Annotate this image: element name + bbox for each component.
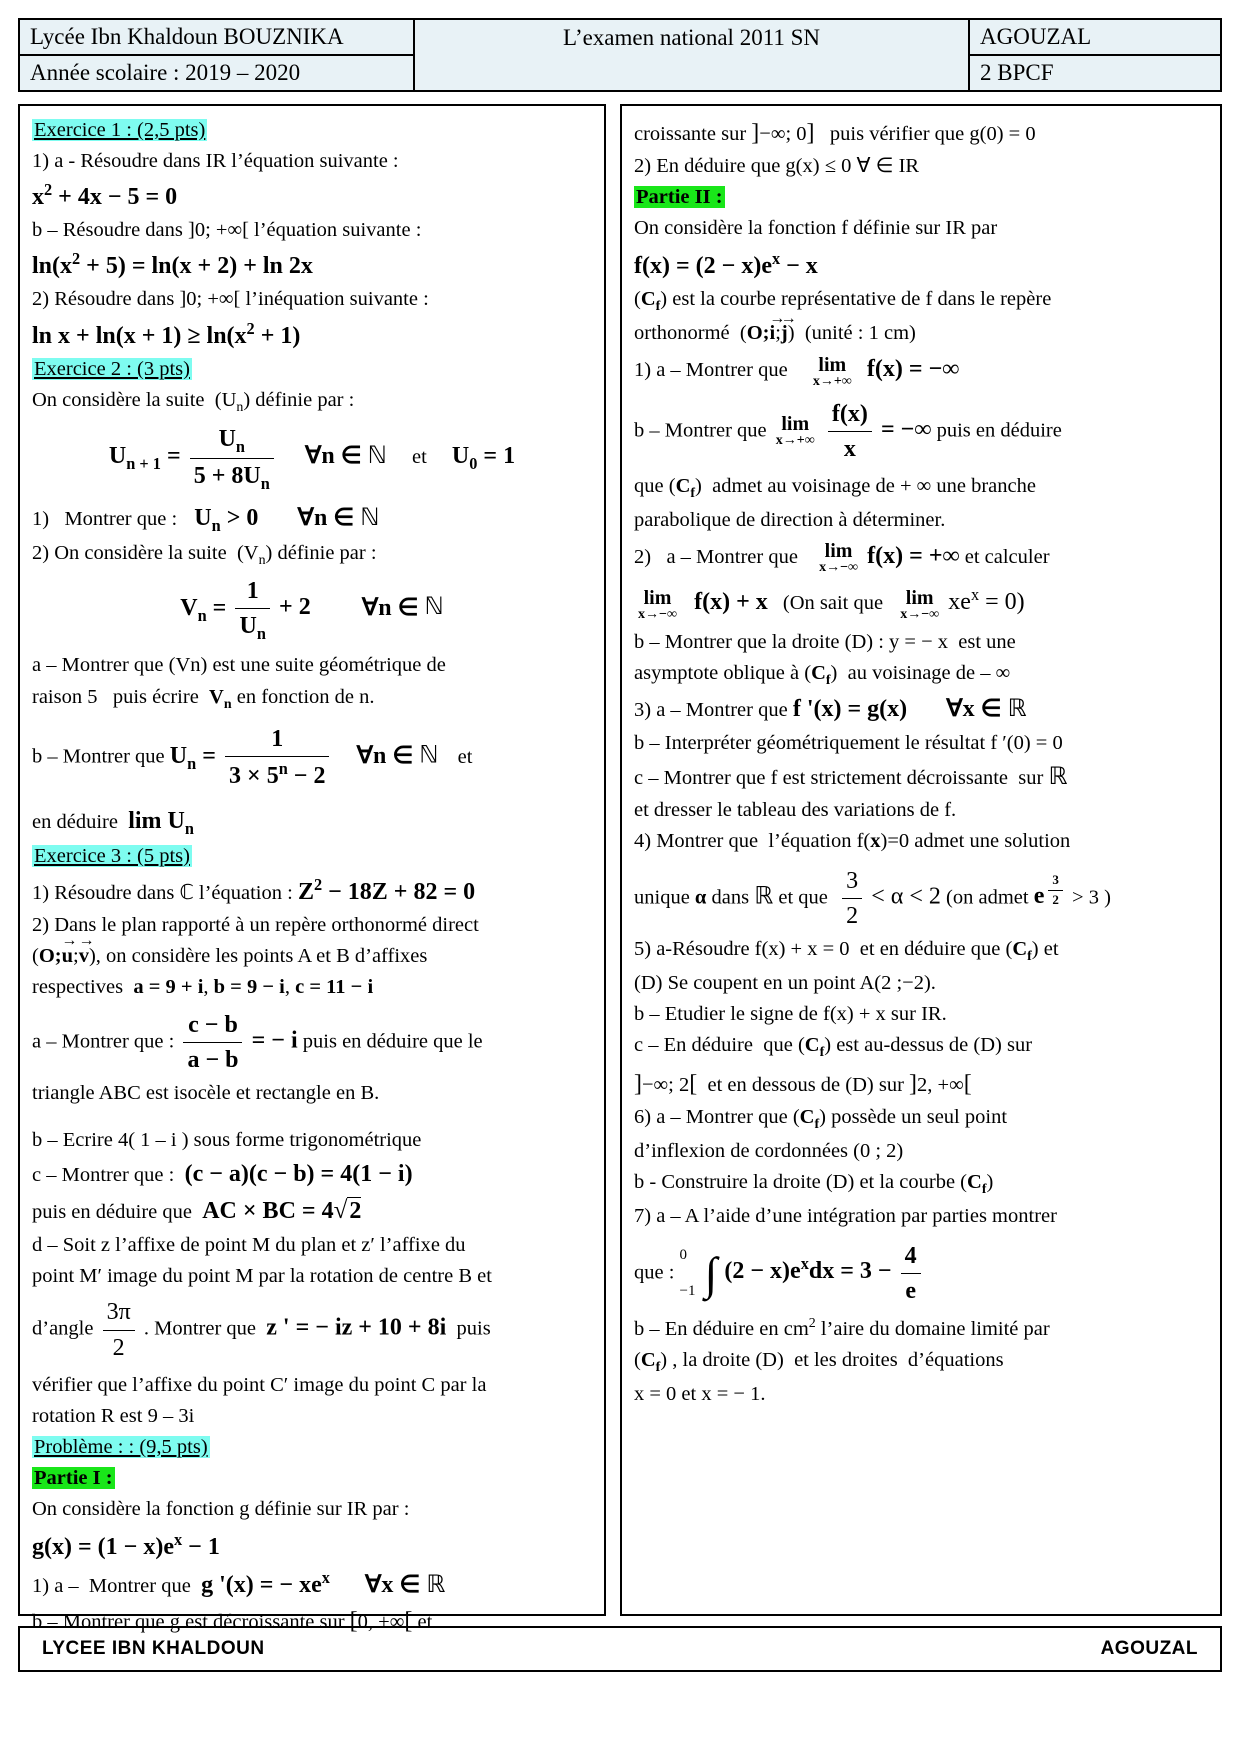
r-q2a-2: lim x→−∞ f(x) + x (On sait que lim x→−∞ $xe^x = 0$) (638, 585, 1025, 622)
footer-right: AGOUZAL (1100, 1638, 1198, 1659)
ex2-q2: 2) On considère la suite $(V_n)$ définie par : (32, 541, 377, 568)
r-intro: On considère la fonction f définie sur IR par (634, 217, 998, 240)
ex2-intro: On considère la suite $(U_n)$ définie par : (32, 388, 355, 415)
header-exam-spacer (415, 56, 970, 90)
ex2-q2a-2: raison 5 puis écrire $V_n$ en fonction de n. (32, 685, 375, 712)
r-q3c-2: et dresser le tableau des variations de f. (634, 798, 957, 821)
pb-q1b: b – Montrer que g est décroissante sur [0, +∞[ et (32, 1608, 433, 1635)
r-q2: 2) En déduire que g(x) ≤ 0 ∀ ∈ IR (634, 155, 920, 178)
exercice-2-title (32, 355, 592, 384)
r-q6a: 6) a – Montrer que $(C_f)$ possède un seul point (634, 1106, 1008, 1133)
r-q3c: c – Montrer que f est strictement décroissante sur ℝ (634, 763, 1068, 790)
r-q7b-3: x = 0 et x = − 1. (634, 1383, 766, 1406)
ex1-eq1: $x^2 + 4x - 5 = 0$ (32, 180, 178, 211)
ex2-q2b: b – Montrer que $U_n$ = $\frac{1}{3 \times 5^n - 2}$ ∀n ∈ ℕ et (32, 722, 592, 793)
r-q5a: 5) a-Résoudre f(x) + x = 0 et en déduire que $(C_f)$ et (634, 938, 1059, 965)
ex2-q1: 1) Montrer que : $U_n > 0$ ∀n ∈ ℕ (32, 504, 380, 535)
header-class: 2 BPCF (980, 60, 1054, 85)
r-q2a: 2) a – Montrer que lim x→−∞ f(x) = +∞ et calculer (634, 540, 1050, 576)
ex1-eq2: $\ln(x^2 + 5) = \ln(x + 2) + \ln 2x$ (32, 249, 313, 280)
r-q7a: 7) a – A l’aide d’une intégration par parties montrer (634, 1205, 1057, 1228)
ex3-q2c: respectives a = 9 + i, b = 9 − i, c = 11 − i (32, 975, 374, 998)
header-teacher: AGOUZAL (970, 20, 1220, 56)
r-q1b: b – Montrer que lim x→+∞ $\frac{f(x)}{x}$ = −∞ puis en déduire (634, 397, 1208, 466)
exercice-3-title-text: Exercice 3 : (5 pts) (34, 844, 190, 867)
r-q3b: b – Interpréter géométriquement le résultat f ′(0) = 0 (634, 731, 1063, 754)
r-q5c-2: ]−∞; 2[ et en dessous de (D) sur ]2, +∞[ (634, 1071, 972, 1098)
partie-1-title (32, 1464, 592, 1493)
exercice-1-title-text: Exercice 1 : (2,5 pts) (34, 119, 206, 141)
r-q3a: 3) a – Montrer que f '(x) = g(x) ∀x ∈ ℝ (634, 696, 1027, 723)
r-q7b-2: $(C_f)$ , la droite (D) et les droites d’équations (634, 1349, 1004, 1376)
exercice-3-title (32, 842, 592, 871)
ex3-q2b: (O;u →;v →), on considère les points A et B d’affixes (32, 942, 592, 971)
header-row-top (20, 20, 1220, 56)
exercice-1-title (32, 116, 592, 145)
r-q1a: 1) a – Montrer que lim x→+∞ f(x) = −∞ (634, 353, 960, 389)
header-school: Lycée Ibn Khaldoun BOUZNIKA (20, 20, 415, 56)
ex3-qd-5: rotation R est 9 – 3i (32, 1404, 195, 1427)
r-q6b: b - Construire la droite (D) et la courbe $(C_f)$ (634, 1171, 994, 1198)
r-q6a-2: d’inflexion de cordonnées (0 ; 2) (634, 1140, 904, 1163)
header-row-bottom (20, 56, 1220, 90)
ex3-q1: 1) Résoudre dans ℂ l’équation : $Z^2 - 18Z + 82 = 0$ (32, 874, 476, 905)
header-exam-title: L’examen national 2011 SN (415, 20, 970, 56)
partie-2-title (634, 183, 1208, 212)
r-q5a-2: (D) Se coupent en un point A(2 ;−2). (634, 972, 936, 994)
content-columns (18, 104, 1222, 1635)
ex1-q1a: 1) a - Résoudre dans IR l’équation suivante : (32, 150, 399, 173)
r-q4: 4) Montrer que l’équation f(x)=0 admet une solution (634, 829, 1071, 852)
probleme-title (32, 1433, 592, 1462)
r-q4-2: unique α dans ℝ et que $\frac{3}{2}$ < α < 2 (on admet e $^{\frac{3}{2}}$ > 3 ) (634, 864, 1208, 933)
right-column (620, 104, 1222, 1616)
ex3-qd: d – Soit z l’affixe de point M du plan et z′ l’affixe du (32, 1234, 466, 1257)
ex3-qc: c – Montrer que : (c − a)(c − b) = 4(1 − i) (32, 1161, 413, 1188)
ex3-qd-4: vérifier que l’affixe du point C′ image du point C par la (32, 1373, 487, 1396)
ex3-q2: 2) Dans le plan rapporté à un repère orthonormé direct (32, 913, 479, 936)
exercice-2-title-text: Exercice 2 : (3 pts) (34, 357, 190, 380)
ex3-qc-2: puis en déduire que AC × BC = 4√2 (32, 1197, 362, 1225)
r-continuation: croissante sur ]−∞; 0] puis vérifier que g(0) = 0 (634, 120, 1036, 146)
ex2-vn-def: $V_n$ = $\frac{1}{U_n}$ + 2 ∀n ∈ ℕ (32, 574, 592, 645)
ex3-qd-3: d’angle $\frac{3\pi}{2}$ . Montrer que z ' = − iz + 10 + 8i puis (32, 1295, 592, 1364)
r-q5c: c – En déduire que $(C_f)$ est au-dessus de (D) sur (634, 1034, 1033, 1061)
ex3-qb: b – Ecrire 4( 1 – i ) sous forme trigonométrique (32, 1129, 422, 1152)
r-cf-1: $(C_f)$ est la courbe représentative de f dans le repère (634, 288, 1052, 315)
ex1-eq3: $\ln x + \ln(x + 1) \ge \ln(x^2 + 1)$ (32, 318, 301, 349)
r-q7a-formula: que : 0 −1 ∫ $(2 - x)e^xdx = 3$ − $\frac{4}{e}$ (634, 1239, 1208, 1308)
r-q7b: b – En déduire en $cm^2$ l’aire du domaine limité par (634, 1316, 1050, 1341)
r-q2b: b – Montrer que la droite (D) : y = − x est une (634, 630, 1016, 653)
header-year: Année scolaire : 2019 – 2020 (20, 56, 415, 90)
partie-2-title-text: Partie II : (636, 186, 723, 209)
ex1-q1b: b – Résoudre dans ]0; +∞[ l’équation suivante : (32, 219, 422, 242)
ex3-qa: a – Montrer que : $\frac{c - b}{a - b}$ = − i puis en déduire que le (32, 1008, 592, 1077)
integral-sign: ∫ (704, 1247, 718, 1299)
integral-bounds: 0 −1 (679, 1246, 696, 1299)
ex2-q2b-end: en déduire $\lim U_n$ (32, 807, 194, 838)
ex1-q2: 2) Résoudre dans ]0; +∞[ l’inéquation suivante : (32, 288, 429, 311)
partie-1-title-text: Partie I : (34, 1466, 113, 1489)
r-f-def: $f(x) = (2 - x)e^x - x$ (634, 249, 818, 280)
left-column (18, 104, 606, 1635)
ex3-qd-2: point M′ image du point M par la rotation de centre B et (32, 1265, 492, 1288)
pb-g-def: $g(x) = (1 - x)e^x - 1$ (32, 1530, 220, 1561)
r-q1b-3: parabolique de direction à déterminer. (634, 508, 946, 531)
r-cf-2: orthonormé (O;i →;j →) (unité : 1 cm) (634, 319, 1208, 348)
pb-q1a: 1) a – Montrer que g '(x) = − $xe^x$ ∀x ∈ ℝ (32, 1568, 446, 1599)
ex3-qa-2: triangle ABC est isocèle et rectangle en B. (32, 1082, 380, 1105)
ex2-q2a: a – Montrer que (Vn) est une suite géométrique de (32, 654, 446, 677)
pb-intro: On considère la fonction g définie sur IR par : (32, 1498, 410, 1521)
footer-left: LYCEE IBN KHALDOUN (42, 1638, 265, 1659)
r-q1b-2: que $(C_f)$ admet au voisinage de + ∞ une branche (634, 474, 1036, 502)
page-header (18, 18, 1222, 92)
probleme-title-text: Problème : : (9,5 pts) (34, 1435, 208, 1458)
r-q2b-2: asymptote oblique à $(C_f)$ au voisinage de – ∞ (634, 661, 1011, 688)
ex2-recurrence: $U_{n + 1}$ = $\frac{U_n}{5 + 8U_n}$ ∀n ∈ ℕ et $U_0 = 1$ (32, 422, 592, 495)
r-q5b: b – Etudier le signe de f(x) + x sur IR. (634, 1003, 947, 1026)
